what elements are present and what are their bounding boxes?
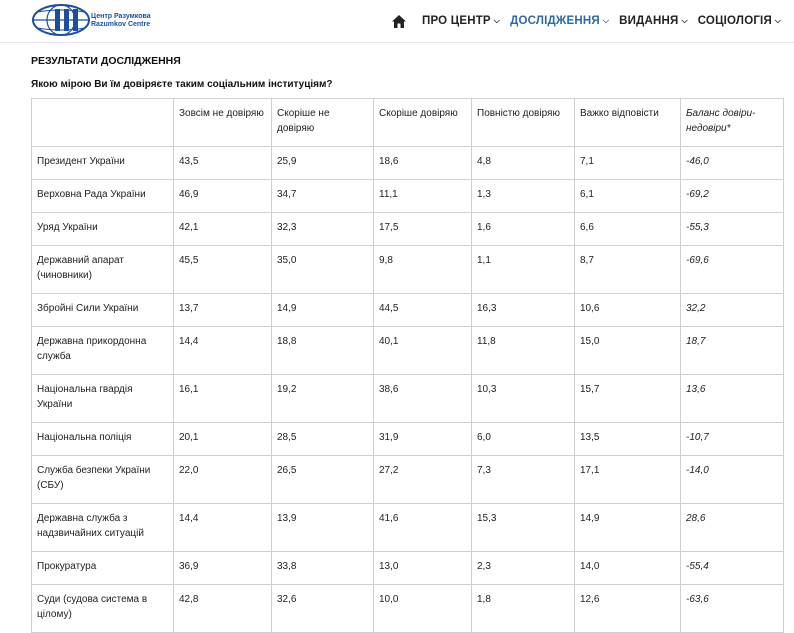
row-label: Збройні Сили України bbox=[32, 294, 174, 327]
value-cell: 35,0 bbox=[272, 246, 374, 294]
table-row bbox=[32, 294, 784, 327]
value-cell: 15,0 bbox=[575, 327, 681, 375]
balance-cell: -69,6 bbox=[681, 246, 784, 294]
value-cell: 32,6 bbox=[272, 585, 374, 633]
value-cell: 33,8 bbox=[272, 552, 374, 585]
row-label: Національна гвардія України bbox=[32, 375, 174, 423]
balance-cell: 18,7 bbox=[681, 327, 784, 375]
value-cell: 40,1 bbox=[374, 327, 472, 375]
value-cell: 32,3 bbox=[272, 213, 374, 246]
home-icon[interactable] bbox=[392, 15, 406, 28]
value-cell: 17,5 bbox=[374, 213, 472, 246]
table-row bbox=[32, 375, 784, 423]
table-row bbox=[32, 246, 784, 294]
chevron-down-icon: ⌵ bbox=[681, 16, 688, 25]
nav-research-label: ДОСЛІДЖЕННЯ bbox=[510, 15, 600, 27]
value-cell: 1,8 bbox=[472, 585, 575, 633]
balance-cell: -69,2 bbox=[681, 180, 784, 213]
main-nav bbox=[392, 12, 791, 30]
row-label: Державна служба з надзвичайних ситуацій bbox=[32, 504, 174, 552]
table-row bbox=[32, 552, 784, 585]
site-logo[interactable] bbox=[31, 4, 156, 36]
value-cell: 43,5 bbox=[174, 147, 272, 180]
trust-table bbox=[31, 98, 784, 633]
survey-question: Якою мірою Ви їм довіряєте таким соціальним інституціям? bbox=[31, 79, 333, 90]
value-cell: 25,9 bbox=[272, 147, 374, 180]
value-cell: 38,6 bbox=[374, 375, 472, 423]
nav-sociology-label: СОЦІОЛОГІЯ bbox=[697, 15, 772, 27]
value-cell: 20,1 bbox=[174, 423, 272, 456]
row-label: Прокуратура bbox=[32, 552, 174, 585]
value-cell: 11,8 bbox=[472, 327, 575, 375]
value-cell: 28,5 bbox=[272, 423, 374, 456]
value-cell: 13,7 bbox=[174, 294, 272, 327]
value-cell: 44,5 bbox=[374, 294, 472, 327]
nav-sociology[interactable] bbox=[698, 15, 781, 27]
value-cell: 17,1 bbox=[575, 456, 681, 504]
table-header-cell: Важко відповісти bbox=[575, 99, 681, 147]
value-cell: 6,6 bbox=[575, 213, 681, 246]
site-header bbox=[0, 0, 794, 43]
balance-cell: -55,4 bbox=[681, 552, 784, 585]
nav-research[interactable] bbox=[510, 15, 609, 27]
value-cell: 14,9 bbox=[272, 294, 374, 327]
value-cell: 8,7 bbox=[575, 246, 681, 294]
value-cell: 42,8 bbox=[174, 585, 272, 633]
value-cell: 14,9 bbox=[575, 504, 681, 552]
balance-cell: -46,0 bbox=[681, 147, 784, 180]
table-header-cell: Скоріше не довіряю bbox=[272, 99, 374, 147]
table-row bbox=[32, 147, 784, 180]
table-row bbox=[32, 585, 784, 633]
balance-cell: -14,0 bbox=[681, 456, 784, 504]
chevron-down-icon: ⌵ bbox=[493, 16, 501, 25]
value-cell: 13,0 bbox=[374, 552, 472, 585]
value-cell: 41,6 bbox=[374, 504, 472, 552]
row-label: Верховна Рада України bbox=[32, 180, 174, 213]
value-cell: 7,1 bbox=[575, 147, 681, 180]
value-cell: 13,9 bbox=[272, 504, 374, 552]
section-title: РЕЗУЛЬТАТИ ДОСЛІДЖЕННЯ bbox=[31, 55, 181, 67]
value-cell: 22,0 bbox=[174, 456, 272, 504]
balance-cell: -55,3 bbox=[681, 213, 784, 246]
value-cell: 9,8 bbox=[374, 246, 472, 294]
balance-cell: -10,7 bbox=[681, 423, 784, 456]
value-cell: 16,1 bbox=[174, 375, 272, 423]
value-cell: 15,7 bbox=[575, 375, 681, 423]
value-cell: 10,3 bbox=[472, 375, 575, 423]
value-cell: 10,6 bbox=[575, 294, 681, 327]
row-label: Державний апарат (чиновники) bbox=[32, 246, 174, 294]
value-cell: 45,5 bbox=[174, 246, 272, 294]
table-header-cell: Зовсім не довіряю bbox=[174, 99, 272, 147]
nav-about[interactable] bbox=[422, 15, 500, 27]
logo-wordmark bbox=[91, 13, 151, 29]
table-header-cell: Баланс довіри-недовіри* bbox=[681, 99, 784, 147]
table-row bbox=[32, 327, 784, 375]
table-header-cell: Повністю довіряю bbox=[472, 99, 575, 147]
value-cell: 26,5 bbox=[272, 456, 374, 504]
value-cell: 18,6 bbox=[374, 147, 472, 180]
table-header-cell: Скоріше довіряю bbox=[374, 99, 472, 147]
value-cell: 2,3 bbox=[472, 552, 575, 585]
table-row bbox=[32, 504, 784, 552]
row-label: Президент України bbox=[32, 147, 174, 180]
value-cell: 1,3 bbox=[472, 180, 575, 213]
value-cell: 4,8 bbox=[472, 147, 575, 180]
balance-cell: 13,6 bbox=[681, 375, 784, 423]
balance-cell: 28,6 bbox=[681, 504, 784, 552]
value-cell: 46,9 bbox=[174, 180, 272, 213]
value-cell: 36,9 bbox=[174, 552, 272, 585]
nav-publications[interactable] bbox=[619, 15, 688, 27]
value-cell: 7,3 bbox=[472, 456, 575, 504]
value-cell: 27,2 bbox=[374, 456, 472, 504]
value-cell: 1,6 bbox=[472, 213, 575, 246]
value-cell: 42,1 bbox=[174, 213, 272, 246]
table-header-row bbox=[32, 99, 784, 147]
logo-line-en: Razumkov Centre bbox=[91, 21, 151, 28]
nav-about-label: ПРО ЦЕНТР bbox=[422, 15, 491, 27]
value-cell: 11,1 bbox=[374, 180, 472, 213]
table-row bbox=[32, 423, 784, 456]
logo-line-ua: Центр Разумкова bbox=[91, 13, 151, 20]
nav-publications-label: ВИДАННЯ bbox=[619, 15, 679, 27]
value-cell: 12,6 bbox=[575, 585, 681, 633]
row-label: Уряд України bbox=[32, 213, 174, 246]
chevron-down-icon: ⌵ bbox=[602, 16, 610, 25]
row-label: Суди (судова система в цілому) bbox=[32, 585, 174, 633]
row-label: Державна прикордонна служба bbox=[32, 327, 174, 375]
value-cell: 18,8 bbox=[272, 327, 374, 375]
value-cell: 16,3 bbox=[472, 294, 575, 327]
value-cell: 14,4 bbox=[174, 504, 272, 552]
table-row bbox=[32, 456, 784, 504]
table-row bbox=[32, 180, 784, 213]
balance-cell: 32,2 bbox=[681, 294, 784, 327]
table-row bbox=[32, 213, 784, 246]
value-cell: 10,0 bbox=[374, 585, 472, 633]
value-cell: 14,0 bbox=[575, 552, 681, 585]
value-cell: 1,1 bbox=[472, 246, 575, 294]
value-cell: 6,0 bbox=[472, 423, 575, 456]
value-cell: 6,1 bbox=[575, 180, 681, 213]
table-header-cell bbox=[32, 99, 174, 147]
value-cell: 19,2 bbox=[272, 375, 374, 423]
chevron-down-icon: ⌵ bbox=[774, 16, 782, 25]
value-cell: 31,9 bbox=[374, 423, 472, 456]
row-label: Служба безпеки України (СБУ) bbox=[32, 456, 174, 504]
balance-cell: -63,6 bbox=[681, 585, 784, 633]
value-cell: 15,3 bbox=[472, 504, 575, 552]
value-cell: 34,7 bbox=[272, 180, 374, 213]
value-cell: 13,5 bbox=[575, 423, 681, 456]
row-label: Національна поліція bbox=[32, 423, 174, 456]
value-cell: 14,4 bbox=[174, 327, 272, 375]
